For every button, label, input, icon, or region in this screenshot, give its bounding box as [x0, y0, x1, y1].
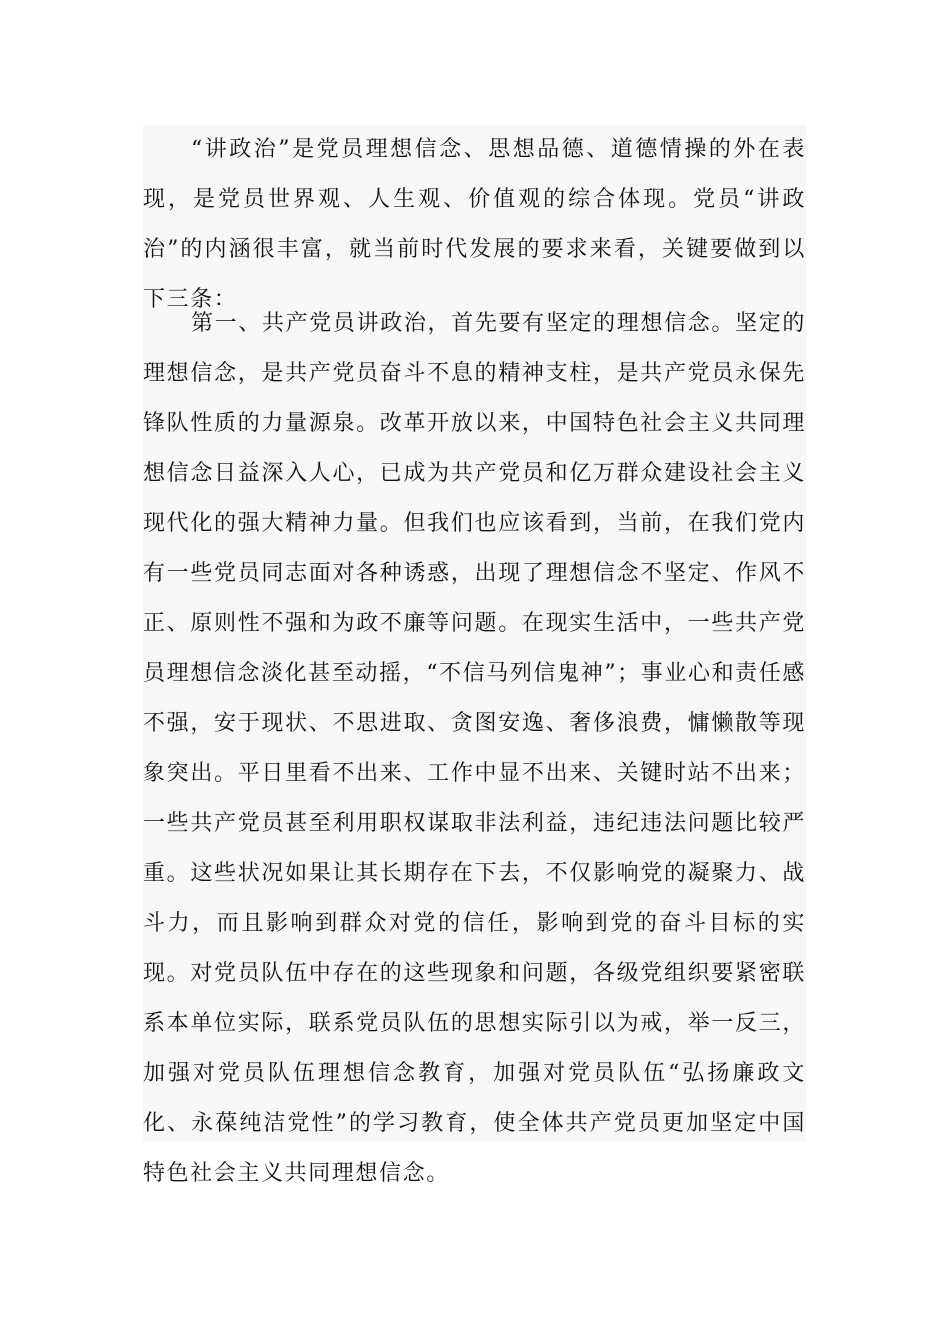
text-block: [143, 125, 806, 1186]
paragraph-intro: “讲政治”是党员理想信念、思想品德、道德情操的外在表现，是党员世界观、人生观、价值观的综合体现。党员“讲政治”的内涵很丰富，就当前时代发展的要求来看，关键要做到以下三条：: [143, 137, 806, 312]
paragraph-first-point: 第一、共产党员讲政治，首先要有坚定的理想信念。坚定的理想信念，是共产党员奋斗不息的精神支柱，是共产党员永保先锋队性质的力量源泉。改革开放以来，中国特色社会主义共同理想信念日益深入人心，已成为共产党员和亿万群众建设社会主义现代化的强大精神力量。但我们也应该看到，当前，在我们党内有一些党员同志面对各种诱惑，出现了理想信念不坚定、作风不正、原则性不强和为政不廉等问题。在现实生活中，一些共产党员理想信念淡化甚至动摇，“不信马列信鬼神”；事业心和责任感不强，安于现状、不思进取、贪图安逸、奢侈浪费，慵懒散等现象突出。平日里看不出来、工作中显不出来、关键时站不出来；一些共产党员甚至利用职权谋取非法利益，违纪违法问题比较严重。这些状况如果让其长期存在下去，不仅影响党的凝聚力、战斗力，而且影响到群众对党的信任，影响到党的奋斗目标的实现。对党员队伍中存在的这些现象和问题，各级党组织要紧密联系本单位实际，联系党员队伍的思想实际引以为戒，举一反三，加强对党员队伍理想信念教育，加强对党员队伍“弘扬廉政文化、永葆纯洁党性”的学习教育，使全体共产党员更加坚定中国特色社会主义共同理想信念。: [143, 311, 806, 1186]
